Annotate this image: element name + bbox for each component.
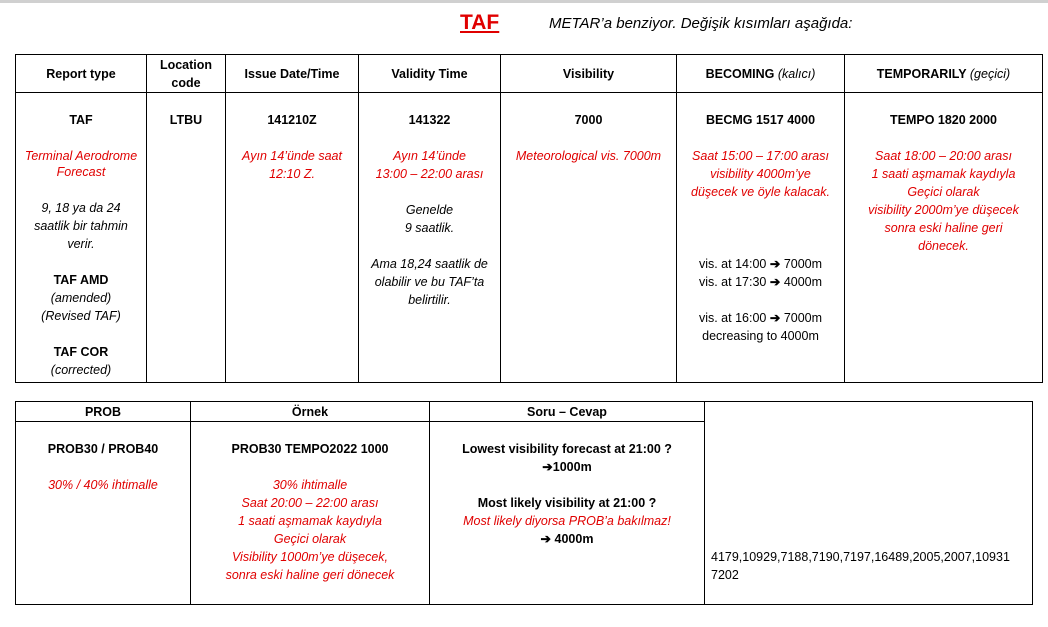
prob-table xyxy=(15,401,1033,605)
arrow-right-icon: ➔ xyxy=(769,257,781,271)
qa-question-2: Most likely visibility at 21:00 ? xyxy=(477,496,657,510)
cell-visibility xyxy=(501,93,677,383)
validity-note-1: Genelde xyxy=(405,203,454,217)
cell-report-type xyxy=(16,93,147,383)
taf-header-row xyxy=(16,55,1043,93)
validity-note-3: Ama 18,24 saatlik de xyxy=(371,257,488,271)
top-border-line xyxy=(0,0,1048,3)
arrow-right-icon: ➔ xyxy=(769,311,781,325)
cell-example xyxy=(191,422,430,605)
visibility-code: 7000 xyxy=(574,113,603,127)
header-becoming-label: BECOMING xyxy=(705,66,775,81)
page-title: TAF xyxy=(460,11,500,34)
taf-amd-2: (Revised TAF) xyxy=(41,309,121,323)
prob-header-row xyxy=(16,402,1033,422)
footnote-cell xyxy=(705,402,1033,605)
arrow-right-icon: ➔ xyxy=(542,460,553,474)
issue-code: 141210Z xyxy=(267,113,317,127)
tempo-code: TEMPO 1820 2000 xyxy=(889,113,997,127)
becoming-vis-2 xyxy=(681,273,840,291)
header-validity: Validity Time xyxy=(359,55,501,93)
taf-desc-2: saatlik bir tahmin xyxy=(34,219,128,233)
tempo-line-2: 1 saati aşmamak kaydıyla xyxy=(871,167,1016,181)
taf-code: TAF xyxy=(69,113,93,127)
example-line-5: Visibility 1000m’ye düşecek, xyxy=(231,550,389,564)
header-temporarily-note: (geçici) xyxy=(969,66,1011,81)
footnote-line-1: 4179,10929,7188,7190,7197,16489,2005,2007,10931 xyxy=(711,550,1010,564)
taf-cor-1: (corrected) xyxy=(50,363,112,377)
header-temporarily xyxy=(845,55,1043,93)
becoming-vis-1 xyxy=(681,255,840,273)
cell-temporarily xyxy=(845,93,1043,383)
qa-note-2: Most likely diyorsa PROB’a bakılmaz! xyxy=(463,514,671,528)
header-becoming-note: (kalıcı) xyxy=(777,66,816,81)
taf-desc-3: verir. xyxy=(67,237,95,251)
taf-body-row xyxy=(16,93,1043,383)
becoming-code: BECMG 1517 4000 xyxy=(705,113,816,127)
qa-answer-1-value: 1000m xyxy=(552,460,592,474)
qa-answer-1 xyxy=(434,458,700,476)
cell-becoming xyxy=(677,93,845,383)
cell-location xyxy=(147,93,226,383)
taf-table xyxy=(15,54,1043,383)
issue-line-1: Ayın 14’ünde saat xyxy=(242,149,342,163)
taf-name-1: Terminal Aerodrome xyxy=(24,149,138,163)
cell-qa xyxy=(430,422,705,605)
tempo-line-1: Saat 18:00 – 20:00 arası xyxy=(875,149,1012,163)
header-example: Örnek xyxy=(191,402,430,422)
cell-validity xyxy=(359,93,501,383)
header-prob: PROB xyxy=(16,402,191,422)
vis3-value: 7000m xyxy=(783,311,823,325)
taf-name-2: Forecast xyxy=(56,165,106,179)
vis1-label: vis. at 14:00 xyxy=(698,257,767,271)
taf-cor-code: TAF COR xyxy=(53,345,109,359)
tempo-line-6: dönecek. xyxy=(918,239,969,253)
header-location-code: Location code xyxy=(147,55,226,93)
page-subtitle: METAR’a benziyor. Değişik kısımları aşağıda: xyxy=(549,15,853,32)
taf-amd-1: (amended) xyxy=(50,291,112,305)
header-issue: Issue Date/Time xyxy=(226,55,359,93)
validity-line-2: 13:00 – 22:00 arası xyxy=(375,167,484,181)
footnote-line-2: 7202 xyxy=(711,568,739,582)
validity-note-4: olabilir ve bu TAF’ta xyxy=(374,275,485,289)
taf-amd-code: TAF AMD xyxy=(53,273,109,287)
becoming-line-1: Saat 15:00 – 17:00 arası xyxy=(692,149,829,163)
qa-answer-2-value: 4000m xyxy=(554,532,594,546)
cell-prob xyxy=(16,422,191,605)
location-code: LTBU xyxy=(169,113,203,127)
tempo-line-5: sonra eski haline geri xyxy=(884,221,1003,235)
taf-desc-1: 9, 18 ya da 24 xyxy=(41,201,121,215)
tempo-line-3: Geçici olarak xyxy=(907,185,980,199)
becoming-line-2: visibility 4000m’ye xyxy=(710,167,811,181)
qa-answer-2 xyxy=(434,530,700,548)
example-line-4: Geçici olarak xyxy=(273,532,347,546)
tempo-line-4: visibility 2000m’ye düşecek xyxy=(868,203,1019,217)
vis2-value: 4000m xyxy=(783,275,823,289)
header-visibility: Visibility xyxy=(501,55,677,93)
example-line-6: sonra eski haline geri dönecek xyxy=(225,568,395,582)
vis2-label: vis. at 17:30 xyxy=(698,275,767,289)
prob-code: PROB30 / PROB40 xyxy=(47,442,159,456)
visibility-line-1: Meteorological vis. 7000m xyxy=(515,149,662,163)
arrow-right-icon: ➔ xyxy=(769,275,781,289)
vis1-value: 7000m xyxy=(783,257,823,271)
becoming-vis-3 xyxy=(681,309,840,327)
validity-note-2: 9 saatlik. xyxy=(404,221,455,235)
validity-note-5: belirtilir. xyxy=(408,293,451,307)
example-line-1: 30% ihtimalle xyxy=(272,478,348,492)
cell-issue xyxy=(226,93,359,383)
prob-line-1: 30% / 40% ihtimalle xyxy=(48,478,158,492)
issue-line-2: 12:10 Z. xyxy=(269,167,315,181)
qa-question-1: Lowest visibility forecast at 21:00 ? xyxy=(462,442,672,456)
vis3-label: vis. at 16:00 xyxy=(698,311,767,325)
validity-line-1: Ayın 14’ünde xyxy=(393,149,466,163)
becoming-line-3: düşecek ve öyle kalacak. xyxy=(691,185,830,199)
header-becoming xyxy=(677,55,845,93)
header-report-type: Report type xyxy=(16,55,147,93)
example-code: PROB30 TEMPO2022 1000 xyxy=(231,442,389,456)
example-line-2: Saat 20:00 – 22:00 arası xyxy=(241,496,379,510)
arrow-right-icon: ➔ xyxy=(540,532,552,546)
example-line-3: 1 saati aşmamak kaydıyla xyxy=(238,514,382,528)
becoming-vis-3-line-2: decreasing to 4000m xyxy=(702,329,819,343)
header-temporarily-label: TEMPORARILY xyxy=(876,66,967,81)
validity-code: 141322 xyxy=(408,113,451,127)
header-qa: Soru – Cevap xyxy=(430,402,705,422)
